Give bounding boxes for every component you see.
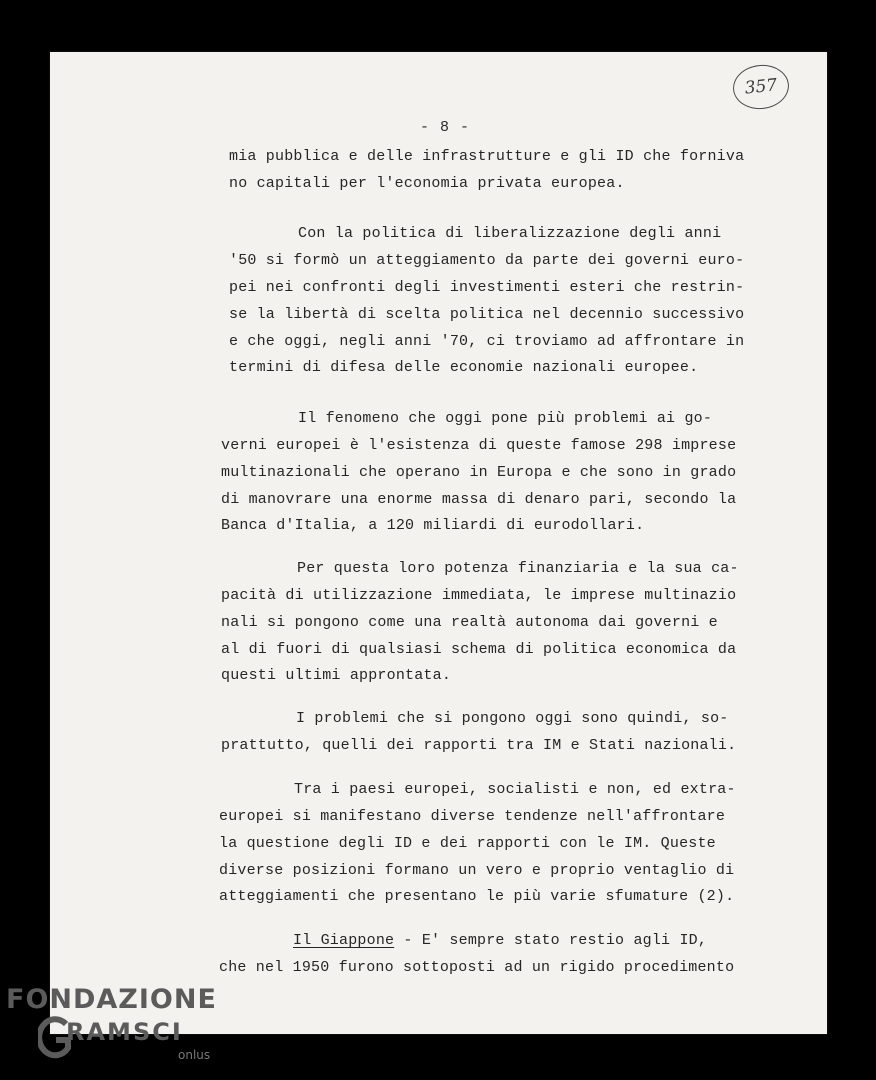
text-line: atteggiamenti che presentano le più varie sfumature (2). bbox=[219, 888, 735, 905]
text-line: se la libertà di scelta politica nel decennio successivo bbox=[229, 306, 745, 323]
text-line: europei si manifestano diverse tendenze nell'affrontare bbox=[219, 808, 726, 825]
text-line: e che oggi, negli anni '70, ci troviamo ad affrontare in bbox=[229, 333, 745, 350]
text-line: multinazionali che operano in Europa e che sono in grado bbox=[221, 464, 737, 481]
text-line: pacità di utilizzazione immediata, le imprese multinazio bbox=[221, 587, 737, 604]
text-line: Per questa loro potenza finanziaria e la sua ca- bbox=[297, 560, 739, 577]
watermark-line2: RAMSCI bbox=[66, 1018, 183, 1046]
text-line: '50 si formò un atteggiamento da parte dei governi euro- bbox=[229, 252, 745, 269]
text-line: questi ultimi approntata. bbox=[221, 667, 452, 684]
watermark-line1: FONDAZIONE bbox=[6, 984, 217, 1015]
text-line: prattutto, quelli dei rapporti tra IM e Stati nazionali. bbox=[221, 737, 737, 754]
text-line: termini di difesa delle economie nazionali europee. bbox=[229, 359, 699, 376]
text-line: Banca d'Italia, a 120 miliardi di eurodollari. bbox=[221, 517, 645, 534]
text-line: I problemi che si pongono oggi sono quindi, so- bbox=[296, 710, 729, 727]
text-line: diverse posizioni formano un vero e proprio ventaglio di bbox=[219, 862, 735, 879]
watermark-suffix: onlus bbox=[178, 1048, 211, 1062]
section-heading-giappone: Il Giappone bbox=[293, 932, 395, 949]
text-line: verni europei è l'esistenza di queste famose 298 imprese bbox=[221, 437, 737, 454]
text-line: mia pubblica e delle infrastrutture e gli ID che forniva bbox=[229, 148, 745, 165]
text-line: Tra i paesi europei, socialisti e non, ed extra- bbox=[294, 781, 736, 798]
text-line: la questione degli ID e dei rapporti con le IM. Queste bbox=[219, 835, 716, 852]
text-line: al di fuori di qualsiasi schema di politica economica da bbox=[221, 641, 737, 658]
text-line: Il Giappone - E' sempre stato restio agli ID, bbox=[293, 932, 708, 949]
page-number: - 8 - bbox=[419, 119, 470, 136]
text-line: pei nei confronti degli investimenti esteri che restrin- bbox=[229, 279, 745, 296]
text-line: che nel 1950 furono sottoposti ad un rigido procedimento bbox=[219, 959, 735, 976]
archive-stamp: 357 bbox=[731, 62, 791, 112]
fondazione-gramsci-watermark bbox=[4, 984, 244, 1080]
text-line: no capitali per l'economia privata europea. bbox=[229, 175, 625, 192]
text-line: Il fenomeno che oggi pone più problemi ai go- bbox=[298, 410, 713, 427]
text-line: Con la politica di liberalizzazione degli anni bbox=[298, 225, 722, 242]
text-line: di manovrare una enorme massa di denaro pari, secondo la bbox=[221, 491, 737, 508]
text-line: nali si pongono come una realtà autonoma dai governi e bbox=[221, 614, 718, 631]
